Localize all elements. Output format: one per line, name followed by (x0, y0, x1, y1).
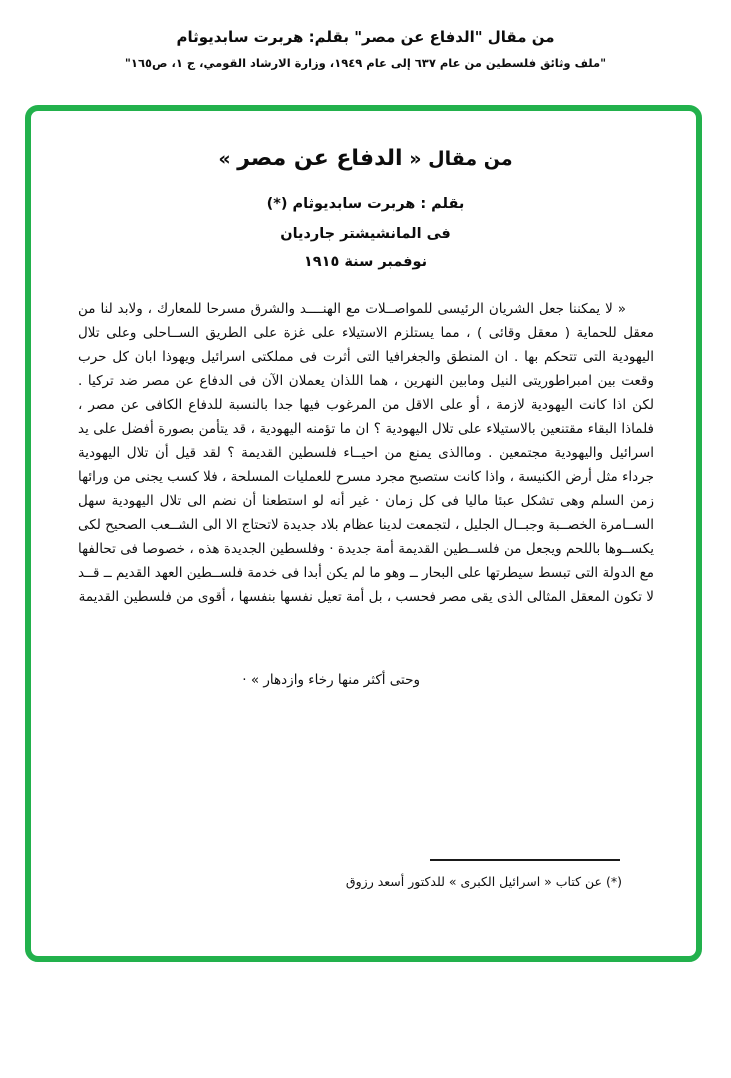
page-header-source: "ملف وثائق فلسطين من عام ٦٣٧ إلى عام ١٩٤٩، وزارة الارشاد القومي، ج ١، ص١٦٥" (124, 56, 607, 70)
article-closing-line: وحتى أكثر منها رخاء وازدهار » · (242, 672, 420, 688)
article-body: « لا يمكننا جعل الشريان الرئيسى للمواصــلات مع الهنــــد والشرق مسرحا للمعارك ، ولابد لنا من معقل للحماية ( معقل وقائى ) ، مما يستلزم الاستيلاء على غزة على الطريق الســاحلى وعلى تلال اليهودية التى تتحكم بها . ان المنطق والجغرافيا التى أثرت فى مملكتى اسرائيل ويهوذا ابان كل حرب وقعت بين امبراطوريتى النيل ومابين النهرين ، هما اللذان يعملان الآن فى الدفاع عن مصر ضد تركيا . لكن اذا كانت اليهودية لازمة ، أو على الاقل من المرغوب فيها جدا بالنسبة للدفاع الكافى عن مصر ، فلماذا البقاء مقتنعين بالاستيلاء على تلال اليهودية ؟ ان ما تؤمنه اليهودية ، قد يتأمن بصورة أفضل على يد اسرائيل واليهودية مجتمعين . وماالذى يمنع من احيــاء فلسطين القديمة ؟ لقد قيل أن تلال اليهودية جرداء مثل أرض الكنيسة ، واذا كانت ستصبح مجرد مسرح للعمليات المسلحة ، فلا كسب يجنى من ورائها زمن السلم وهى تشكل عبئا ماليا فى كل زمان · غير أنه لو استطعنا أن نضم الى تلال اليهودية سهل الســامرة الخصــبة وجبــال الجليل ، لتجمعت لدينا عظام بلاد جديدة لاتحتاج الا الى الشــعب الصحيح لكى يكســوها باللحم ويجعل من فلســطين القديمة أمة جديدة · وفلسطين الجديدة هذه ، خصوصا فى تحالفها مع الدولة التى تبسط سيطرتها على البحار ــ وهو ما لم يكن أبدا فى خدمة فلســطين العهد القديم ــ قــد لا تكون المعقل المثالى الذى يقى مصر فحسب ، بل أمة تعيل نفسها بنفسها ، أقوى من فلسطين القديمة (78, 301, 654, 605)
article-byline: بقلم : هربرت سابديوثام (*) (266, 196, 465, 212)
page-header-title: من مقال "الدفاع عن مصر" بقلم: هربرت سابديوثام (176, 28, 555, 46)
article-publication: فى المانشيشتر جارديان (280, 226, 451, 242)
footnote-divider (430, 859, 620, 861)
article-title-prefix: من مقال « (409, 148, 513, 170)
article-title (0, 146, 731, 171)
article-title-suffix: » (218, 148, 231, 170)
footnote-text: (*) عن كتاب « اسرائيل الكبرى » للدكتور أسعد رزوق (345, 874, 622, 889)
article-title-quoted: الدفاع عن مصر (237, 146, 403, 171)
article-date: نوفمبر سنة ١٩١٥ (303, 254, 428, 270)
